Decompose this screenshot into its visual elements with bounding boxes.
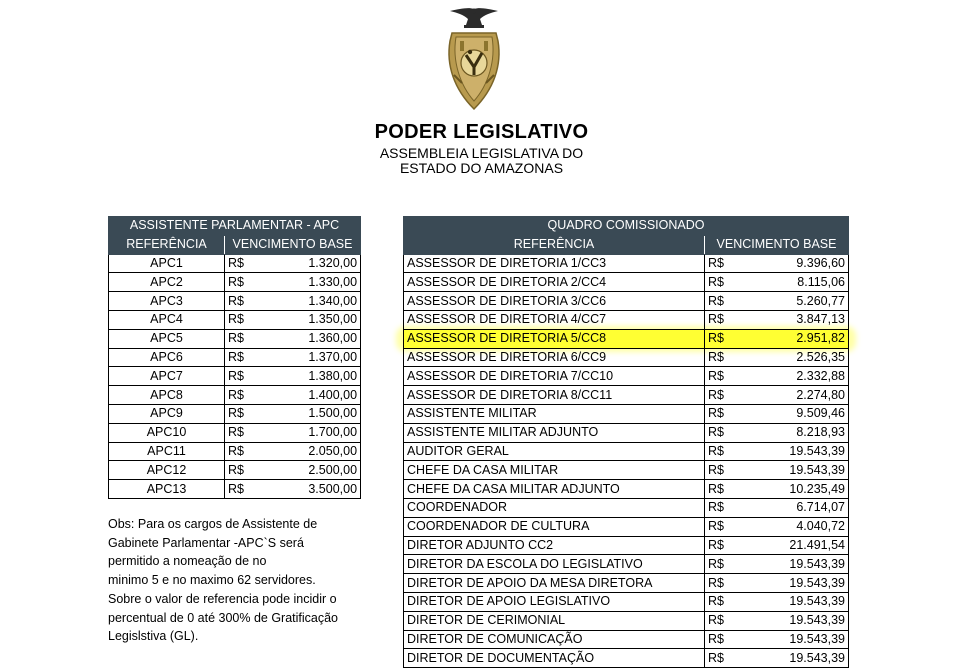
- ref-cell: APC3: [109, 292, 225, 311]
- coat-of-arms-icon: [442, 5, 506, 115]
- value-cell: 3.500,00: [265, 480, 361, 499]
- ref-cell: APC9: [109, 404, 225, 423]
- table-row: [404, 517, 849, 536]
- ref-cell: COORDENADOR: [404, 498, 705, 517]
- value-cell: 19.543,39: [749, 592, 849, 611]
- ref-cell: ASSESSOR DE DIRETORIA 4/CC7: [404, 310, 705, 329]
- value-cell: 19.543,39: [749, 630, 849, 649]
- table-row: [404, 404, 849, 423]
- table-row: [109, 329, 361, 348]
- apc-salary-table: [108, 216, 361, 499]
- commissioned-salary-table: [403, 216, 849, 668]
- ref-cell: ASSESSOR DE DIRETORIA 2/CC4: [404, 273, 705, 292]
- currency-cell: R$: [225, 386, 265, 405]
- table-row: [404, 461, 849, 480]
- ref-cell: COORDENADOR DE CULTURA: [404, 517, 705, 536]
- ref-cell: AUDITOR GERAL: [404, 442, 705, 461]
- table-row: [404, 367, 849, 386]
- currency-cell: R$: [225, 423, 265, 442]
- table-row: [404, 592, 849, 611]
- currency-cell: R$: [225, 273, 265, 292]
- observation-line: Legislstiva (GL).: [108, 629, 199, 644]
- value-cell: 6.714,07: [749, 498, 849, 517]
- ref-cell: APC6: [109, 348, 225, 367]
- ref-cell: ASSESSOR DE DIRETORIA 7/CC10: [404, 367, 705, 386]
- observation-line: percentual de 0 até 300% de Gratificação: [108, 610, 339, 625]
- table-row: [404, 536, 849, 555]
- table-row: [109, 461, 361, 480]
- table-row: [404, 329, 849, 348]
- currency-cell: R$: [705, 254, 749, 273]
- currency-cell: R$: [225, 367, 265, 386]
- table-row: [109, 442, 361, 461]
- value-cell: 1.380,00: [265, 367, 361, 386]
- value-cell: 2.332,88: [749, 367, 849, 386]
- currency-cell: R$: [705, 292, 749, 311]
- ref-cell: DIRETOR DE APOIO LEGISLATIVO: [404, 592, 705, 611]
- ref-cell: ASSESSOR DE DIRETORIA 6/CC9: [404, 348, 705, 367]
- currency-cell: R$: [705, 273, 749, 292]
- ref-cell: APC2: [109, 273, 225, 292]
- currency-cell: R$: [705, 536, 749, 555]
- ref-cell: APC10: [109, 423, 225, 442]
- ref-cell: APC8: [109, 386, 225, 405]
- value-cell: 19.543,39: [749, 461, 849, 480]
- currency-cell: R$: [705, 555, 749, 574]
- ref-cell: APC1: [109, 254, 225, 273]
- currency-cell: R$: [225, 329, 265, 348]
- value-cell: 2.274,80: [749, 386, 849, 405]
- value-cell: 19.543,39: [749, 649, 849, 668]
- currency-cell: R$: [705, 592, 749, 611]
- value-cell: 1.350,00: [265, 310, 361, 329]
- currency-cell: R$: [225, 310, 265, 329]
- ref-cell: DIRETOR DA ESCOLA DO LEGISLATIVO: [404, 555, 705, 574]
- table-row: [404, 574, 849, 593]
- observation-line: Sobre o valor de referencia pode incidir o: [108, 591, 337, 606]
- table-row: [109, 348, 361, 367]
- ref-cell: ASSESSOR DE DIRETORIA 1/CC3: [404, 254, 705, 273]
- page-subtitle-line1: ASSEMBLEIA LEGISLATIVA DO: [379, 145, 584, 161]
- value-cell: 19.543,39: [749, 611, 849, 630]
- currency-cell: R$: [705, 404, 749, 423]
- table-row: [404, 273, 849, 292]
- page-title: PODER LEGISLATIVO: [374, 121, 589, 143]
- ref-cell: DIRETOR DE APOIO DA MESA DIRETORA: [404, 574, 705, 593]
- ref-cell: CHEFE DA CASA MILITAR: [404, 461, 705, 480]
- currency-cell: R$: [225, 404, 265, 423]
- currency-cell: R$: [705, 517, 749, 536]
- value-cell: 1.320,00: [265, 254, 361, 273]
- value-cell: 21.491,54: [749, 536, 849, 555]
- ref-cell: ASSESSOR DE DIRETORIA 8/CC11: [404, 386, 705, 405]
- value-cell: 19.543,39: [749, 555, 849, 574]
- table-row: [404, 292, 849, 311]
- currency-cell: R$: [705, 310, 749, 329]
- value-cell: 3.847,13: [749, 310, 849, 329]
- ref-cell: APC7: [109, 367, 225, 386]
- currency-cell: R$: [705, 348, 749, 367]
- table-row: [404, 649, 849, 668]
- table-row: [109, 367, 361, 386]
- currency-cell: R$: [705, 461, 749, 480]
- value-cell: 1.500,00: [265, 404, 361, 423]
- currency-cell: R$: [705, 329, 749, 348]
- ref-cell: DIRETOR DE DOCUMENTAÇÃO: [404, 649, 705, 668]
- value-cell: 2.526,35: [749, 348, 849, 367]
- currency-cell: R$: [225, 442, 265, 461]
- currency-cell: R$: [705, 423, 749, 442]
- value-cell: 5.260,77: [749, 292, 849, 311]
- qc-col-venc: VENCIMENTO BASE: [705, 235, 849, 254]
- table-row: [109, 292, 361, 311]
- observation-line: permitido a nomeação de no: [108, 554, 267, 569]
- apc-table-title: ASSISTENTE PARLAMENTAR - APC: [109, 217, 361, 236]
- currency-cell: R$: [225, 348, 265, 367]
- value-cell: 2.951,82: [749, 329, 849, 348]
- table-row: [404, 442, 849, 461]
- value-cell: 19.543,39: [749, 442, 849, 461]
- table-row: [109, 423, 361, 442]
- currency-cell: R$: [705, 611, 749, 630]
- value-cell: 9.396,60: [749, 254, 849, 273]
- table-row: [404, 423, 849, 442]
- value-cell: 8.218,93: [749, 423, 849, 442]
- currency-cell: R$: [225, 254, 265, 273]
- value-cell: 1.330,00: [265, 273, 361, 292]
- value-cell: 1.400,00: [265, 386, 361, 405]
- table-row: [404, 555, 849, 574]
- value-cell: 1.340,00: [265, 292, 361, 311]
- currency-cell: R$: [705, 498, 749, 517]
- ref-cell: DIRETOR DE COMUNICAÇÃO: [404, 630, 705, 649]
- ref-cell: DIRETOR DE CERIMONIAL: [404, 611, 705, 630]
- page-subtitle-line2: ESTADO DO AMAZONAS: [399, 160, 564, 176]
- currency-cell: R$: [705, 386, 749, 405]
- currency-cell: R$: [705, 574, 749, 593]
- value-cell: 9.509,46: [749, 404, 849, 423]
- ref-cell: ASSISTENTE MILITAR: [404, 404, 705, 423]
- value-cell: 4.040,72: [749, 517, 849, 536]
- currency-cell: R$: [705, 480, 749, 499]
- table-row: [404, 310, 849, 329]
- ref-cell: ASSISTENTE MILITAR ADJUNTO: [404, 423, 705, 442]
- table-row: [404, 254, 849, 273]
- currency-cell: R$: [705, 630, 749, 649]
- apc-col-venc: VENCIMENTO BASE: [225, 235, 361, 254]
- qc-table-title: QUADRO COMISSIONADO: [404, 217, 849, 236]
- table-row: [404, 498, 849, 517]
- observation-note: [108, 515, 373, 646]
- currency-cell: R$: [225, 292, 265, 311]
- ref-cell: CHEFE DA CASA MILITAR ADJUNTO: [404, 480, 705, 499]
- ref-cell: APC4: [109, 310, 225, 329]
- qc-col-ref: REFERÊNCIA: [404, 235, 705, 254]
- observation-line: Gabinete Parlamentar -APC`S será: [108, 535, 304, 550]
- value-cell: 2.050,00: [265, 442, 361, 461]
- observation-line: minimo 5 e no maximo 62 servidores.: [108, 573, 316, 588]
- value-cell: 1.700,00: [265, 423, 361, 442]
- ref-cell: ASSESSOR DE DIRETORIA 5/CC8: [404, 329, 705, 348]
- ref-cell: APC13: [109, 480, 225, 499]
- currency-cell: R$: [705, 649, 749, 668]
- table-row: [404, 386, 849, 405]
- currency-cell: R$: [225, 461, 265, 480]
- table-row: [109, 254, 361, 273]
- table-row: [109, 404, 361, 423]
- value-cell: 1.370,00: [265, 348, 361, 367]
- ref-cell: APC11: [109, 442, 225, 461]
- value-cell: 10.235,49: [749, 480, 849, 499]
- currency-cell: R$: [705, 442, 749, 461]
- currency-cell: R$: [225, 480, 265, 499]
- currency-cell: R$: [705, 367, 749, 386]
- value-cell: 2.500,00: [265, 461, 361, 480]
- table-row: [109, 310, 361, 329]
- observation-line: Obs: Para os cargos de Assistente de: [108, 517, 318, 531]
- ref-cell: DIRETOR ADJUNTO CC2: [404, 536, 705, 555]
- value-cell: 1.360,00: [265, 329, 361, 348]
- table-row: [109, 273, 361, 292]
- ref-cell: APC12: [109, 461, 225, 480]
- table-row: [109, 480, 361, 499]
- apc-col-ref: REFERÊNCIA: [109, 235, 225, 254]
- table-row: [404, 348, 849, 367]
- value-cell: 19.543,39: [749, 574, 849, 593]
- ref-cell: ASSESSOR DE DIRETORIA 3/CC6: [404, 292, 705, 311]
- table-row: [404, 611, 849, 630]
- table-row: [404, 480, 849, 499]
- table-row: [404, 630, 849, 649]
- ref-cell: APC5: [109, 329, 225, 348]
- value-cell: 8.115,06: [749, 273, 849, 292]
- table-row: [109, 386, 361, 405]
